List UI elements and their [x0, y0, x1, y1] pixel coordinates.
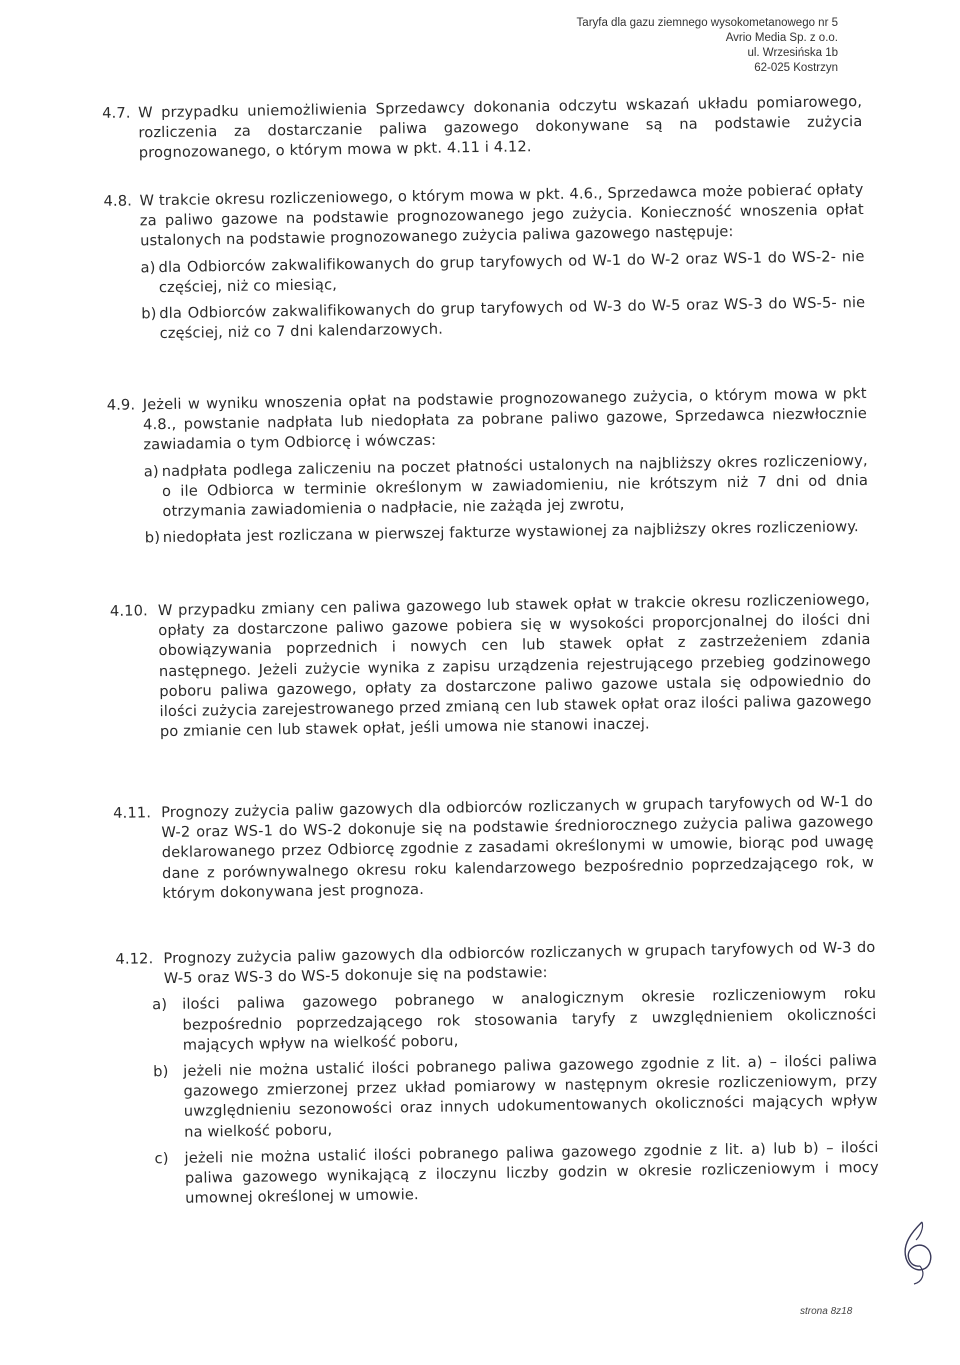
list-marker: a) — [140, 258, 156, 276]
list-item — [109, 517, 869, 549]
list-item — [105, 293, 866, 345]
list-item — [108, 451, 869, 524]
section-4-9 — [107, 384, 869, 555]
section-text: Prognozy zużycia paliw gazowych dla odbiorców rozliczanych w grupach taryfowych od W-1 do W-2 oraz WS-1 do WS-2 dokonuje się na podstawie średniorocznego zużycia paliwa gazowego deklarowanego przez Odbiorcę zgodnie z zasadami określonymi w umowie, biorąc pod uwagę dane z porównywalnego okresu roku kalendarzowego bezpośrednio poprzedzającego rok, w którym dokonywana jest prognoza. — [161, 792, 875, 902]
header-line-3: ul. Wrzesińska 1b — [747, 47, 838, 59]
section-4-12 — [115, 938, 879, 1216]
signature-initials — [892, 1218, 940, 1288]
list-marker: a) — [143, 462, 159, 480]
list-item — [116, 984, 877, 1057]
section-text: Jeżeli w wyniku wnoszenia opłat na podstawie prognozowanego zużycia, o którym mowa w pkt 4.8., powstanie nadpłata lub niedopłata za pobrane paliwo gazowe, Sprzedawca niezwłocznie zawiadamia o tym Odbiorcę i wówczas: — [142, 384, 868, 454]
list-item — [117, 1051, 878, 1144]
list-item-text: dla Odbiorców zakwalifikowanych do grup taryfowych od W-1 do W-2 oraz WS-1 do WS-2- nie częściej, niż co miesiąc, — [158, 247, 865, 296]
list-item — [118, 1138, 879, 1211]
section-number: 4.11. — [113, 804, 152, 822]
section-text: Prognozy zużycia paliw gazowych dla odbiorców rozliczanych w grupach taryfowych od W-3 do W-5 oraz WS-3 do WS-5 dokonuje się na podstawie: — [163, 938, 876, 988]
section-text: W przypadku zmiany cen paliwa gazowego lub stawek opłat w trakcie okresu rozliczeniowego, opłaty za dostarczone paliwo gazowe pobiera się w wysokości proporcjonalnej do ilości dni obowiązywania poprzednich i nowych cen lub stawek opłat z zastrzeżeniem zdania następnego. Jeżeli zużycie wynika z zapisu urządzenia rejestrującego przebieg godzinowego poboru paliwa gazowego, opłaty za dostarczone paliwo gazowe ustala się odpowiednio do ilości zużycia zarejestrowanego przed zmianą cen lub stawek opłat oraz ilości paliwa gazowego po zmianie cen lub stawek opłat, jeśli umowa nie stanowi inaczej. — [157, 590, 872, 741]
section-4-11 — [113, 792, 874, 905]
list-item — [104, 247, 865, 299]
list-item-text: jeżeli nie można ustalić ilości pobranego paliwa gazowego zgodnie z lit. a) lub b) – ilości paliwa gazowego wynikającą z iloczynu liczby godzin w okresie rozliczeniowym i mocy umownej określonej w umowie. — [184, 1138, 879, 1207]
section-text: W trakcie okresu rozliczeniowego, o którym mowa w pkt. 4.6., Sprzedawca może pobierać opłaty za paliwo gazowe na podstawie prognozowanego jego zużycia. Konieczność wnoszenia opłat ustalonych na podstawie prognozowanego zużycia paliwa gazowego następuje: — [139, 180, 864, 250]
section-list — [116, 984, 879, 1210]
header-line-4: 62-025 Kostrzyn — [754, 62, 838, 74]
section-4-7 — [102, 92, 863, 165]
list-item-text: ilości paliwa gazowego pobranego w analogicznym okresie rozliczeniowym roku bezpośrednio poprzedzającego rok stosowania taryfy z uwzględnieniem okoliczności mających wpływ na wielkość poboru, — [182, 985, 877, 1054]
section-list — [104, 247, 865, 346]
list-marker: b) — [141, 305, 157, 323]
list-item-text: niedopłata jest rozliczana w pierwszej fakturze wystawionej za najbliższy okres rozliczeniowy. — [162, 518, 859, 547]
section-text: W przypadku uniemożliwienia Sprzedawcy dokonania odczytu wskazań układu pomiarowego, rozliczenia za dostarczanie paliwa gazowego dokonywane są na podstawie zużycia prognozowanego, o którym mowa w pkt. 4.11 i 4.12. — [138, 92, 863, 162]
list-marker: b) — [144, 529, 161, 547]
list-marker: a) — [152, 996, 168, 1014]
list-item-text: jeżeli nie można ustalić ilości pobranego paliwa gazowego zgodnie z lit. a) – ilości paliwa gazowego zmierzonej przez układ pomiarowy w następnym okresie rozliczeniowym, przy uwzględnieniu sezonowości oraz innych udokumentowanych okoliczności mających wpływ na wielkość poboru, — [183, 1051, 878, 1141]
header-line-2: Avrio Media Sp. z o.o. — [725, 32, 838, 44]
list-item-text: dla Odbiorców zakwalifikowanych do grup taryfowych od W-3 do W-5 oraz WS-3 do WS-5- nie częściej, niż co 7 dni kalendarzowych. — [159, 293, 866, 343]
section-number: 4.7. — [102, 104, 131, 122]
page-number: strona 8z18 — [800, 1306, 853, 1317]
section-4-8 — [103, 180, 865, 351]
section-4-10 — [110, 590, 872, 743]
section-number: 4.8. — [103, 192, 133, 210]
section-list — [108, 451, 869, 550]
section-number: 4.10. — [109, 602, 149, 620]
list-marker: b) — [153, 1063, 169, 1081]
section-number: 4.12. — [115, 950, 154, 968]
list-marker: c) — [154, 1149, 169, 1168]
list-item-text: nadpłata podlega zaliczeniu na poczet płatności ustalonych na najbliższy okres rozliczeniowy, o ile Odbiorca w terminie określonym w zawiadomieniu, nie krótszym niż 7 dni od dnia otrzymania zawiadomienia o nadpłacie, nie zażąda jej zwrotu, — [161, 451, 869, 521]
header-line-1: Taryfa dla gazu ziemnego wysokometanowego nr 5 — [576, 17, 838, 29]
section-number: 4.9. — [106, 396, 136, 414]
